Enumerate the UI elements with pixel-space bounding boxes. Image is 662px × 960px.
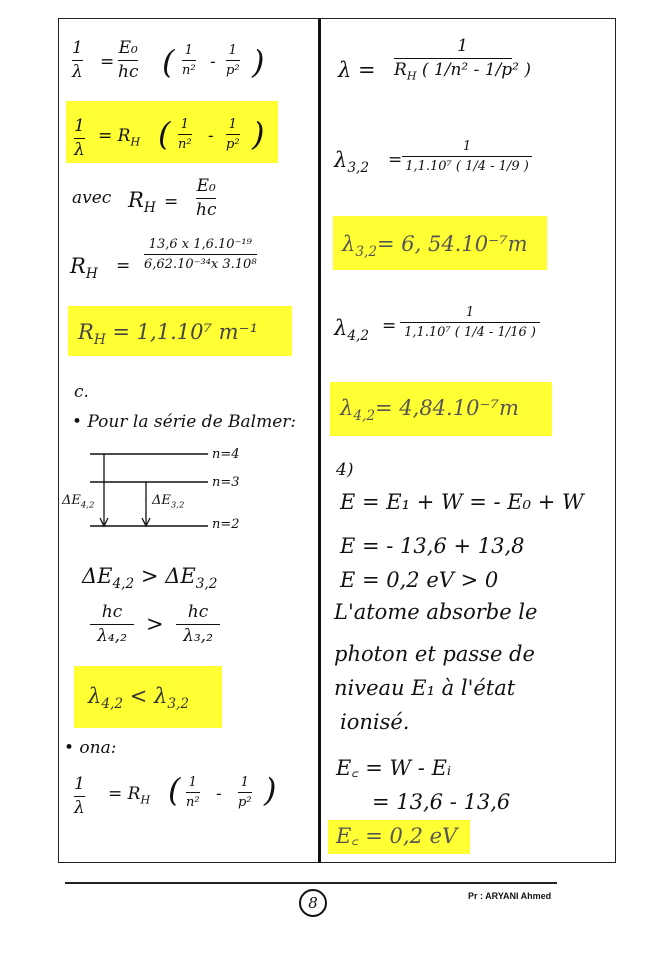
eq2-paren-open: ( (158, 115, 171, 153)
lambda-formula-fraction: 1 $R_H$ ( 1/n² - 1/p² ) (394, 36, 532, 83)
avec-equals: = (164, 192, 179, 212)
conclusion-line-1: L'atome absorbe le (334, 600, 538, 624)
inequality-frac-32: hc λ₃,₂ (176, 604, 220, 645)
rh-result: $R_H = 1,1.10^7$ m⁻¹ (78, 320, 258, 349)
kinetic-energy-equation: E꜀ = W - Eᵢ (336, 756, 452, 780)
eq3-lhs-fraction: 1 λ (74, 774, 85, 818)
energy-equation-1: E = E₁ + W = - E₀ + W (340, 490, 584, 514)
energy-inequality: $\Delta E_{4,2} > \Delta E_{3,2}$ (82, 564, 218, 593)
delta-e-32-label: $\Delta E_{3,2}$ (152, 493, 185, 510)
eq3-paren-open: ( (168, 771, 181, 809)
inequality-op: > (146, 612, 164, 636)
eq2-lhs-fraction: 1 λ (74, 116, 85, 160)
level-n3-label: n=3 (212, 475, 240, 490)
ona-label: • ona: (64, 738, 117, 758)
inequality-frac-42: hc λ₄,₂ (90, 604, 134, 645)
energy-equation-3: E = 0,2 eV > 0 (340, 568, 499, 592)
rh-equals: = (116, 256, 131, 276)
conclusion-line-3: niveau E₁ à l'état (334, 676, 516, 700)
avec-fraction: E₀ hc (196, 176, 217, 220)
eq1-equals: = (100, 52, 115, 72)
lambda-32-fraction: 1 1,1.10⁷ ( 1/4 - 1/9 ) (402, 140, 532, 173)
kinetic-energy-result: E꜀ = 0,2 eV (336, 824, 458, 848)
eq3-term-p: 1 p² (238, 775, 252, 810)
eq3-paren-close: ) (264, 771, 277, 809)
page-number: 8 (299, 889, 327, 917)
energy-level-diagram (80, 442, 270, 542)
energy-equation-2: E = - 13,6 + 13,8 (340, 534, 525, 558)
lambda-42-lhs: $\lambda_{4,2}$ (334, 316, 370, 345)
author-credit: Pr : ARYANI Ahmed (468, 891, 552, 901)
conclusion-line-4: ionisé. (340, 710, 410, 734)
lambda-32-equals: = (388, 150, 403, 170)
avec-label: avec (72, 188, 112, 208)
eq1-paren-close: ) (252, 43, 265, 81)
eq3-minus: - (216, 784, 222, 804)
column-divider (318, 18, 321, 863)
eq2-minus: - (208, 126, 214, 146)
lambda-42-fraction: 1 1,1.10⁷ ( 1/4 - 1/16 ) (400, 306, 540, 339)
question-4-label: 4) (336, 460, 354, 480)
eq1-term-p: 1 p² (226, 43, 240, 78)
delta-e-42-label: $\Delta E_{4,2}$ (62, 493, 95, 510)
eq2-term-n: 1 n² (178, 117, 192, 152)
eq2-term-p: 1 p² (226, 117, 240, 152)
lambda-32-result: $\lambda_{3,2}= 6$, 54.10⁻⁷m (342, 232, 528, 261)
eq1-constant-fraction: E₀ hc (118, 38, 139, 82)
lambda-32-lhs: $\lambda_{3,2}$ (334, 148, 370, 177)
footer-rule (65, 882, 557, 884)
avec-rh: $R_H$ (128, 188, 156, 217)
balmer-series-heading: • Pour la série de Balmer: (72, 412, 297, 432)
level-n4-label: n=4 (212, 447, 240, 462)
lambda-42-result: $\lambda_{4,2}= 4,84.10^{-7}m$ (340, 396, 519, 425)
eq3-term-n: 1 n² (186, 775, 200, 810)
eq3-rh: = $R_H$ (108, 784, 151, 807)
eq1-paren-open: ( (162, 43, 175, 81)
rh-symbol: $R_H$ (70, 254, 98, 283)
level-n2-label: n=2 (212, 517, 240, 532)
eq1-minus: - (210, 52, 216, 72)
conclusion-line-2: photon et passe de (334, 642, 535, 666)
wavelength-comparison: $\lambda_{4,2} < \lambda_{3,2}$ (88, 684, 190, 713)
eq2-rh: = $R_H$ (98, 126, 141, 149)
lambda-formula-lhs: λ = (338, 58, 376, 82)
rh-fraction: 13,6 x 1,6.10⁻¹⁹ 6,62.10⁻³⁴x 3.10⁸ (144, 237, 257, 272)
eq2-paren-close: ) (252, 115, 265, 153)
eq1-term-n: 1 n² (182, 43, 196, 78)
section-c-label: c. (74, 382, 89, 402)
eq1-lhs-fraction: 1 λ (72, 38, 83, 82)
lambda-42-equals: = (382, 316, 397, 336)
kinetic-energy-calc: = 13,6 - 13,6 (372, 790, 511, 814)
